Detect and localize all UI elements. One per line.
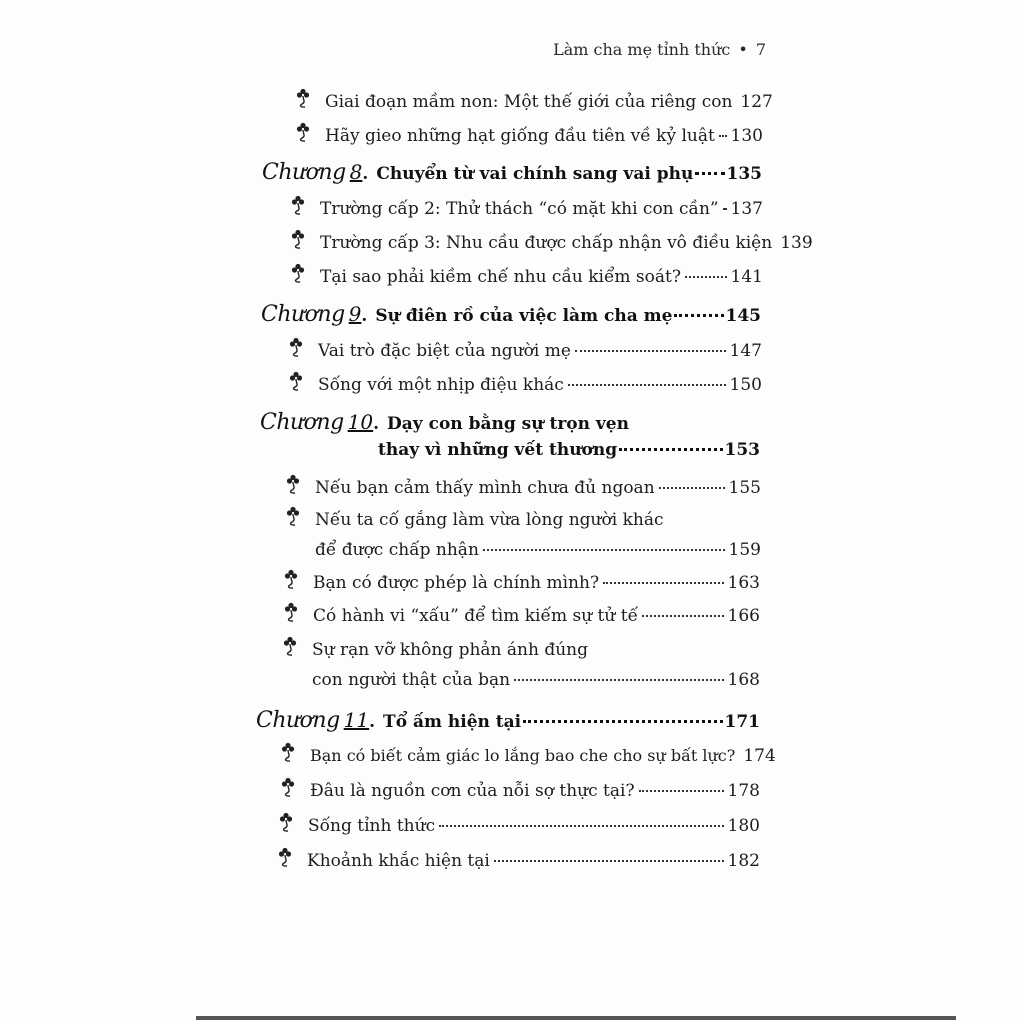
toc-entry[interactable] bbox=[310, 781, 760, 801]
dot-leader bbox=[439, 825, 723, 827]
toc-entry[interactable] bbox=[320, 267, 763, 287]
chapter-word: Chương bbox=[260, 410, 344, 435]
clover-bullet-icon bbox=[279, 812, 293, 832]
clover-bullet-icon bbox=[291, 263, 305, 283]
toc-entry[interactable] bbox=[308, 816, 760, 836]
clover-bullet-icon bbox=[284, 569, 298, 589]
running-header bbox=[553, 40, 766, 59]
clover-bullet-icon bbox=[281, 777, 295, 797]
toc-entry-title: Sống tỉnh thức bbox=[308, 816, 436, 836]
toc-entry-page: 137 bbox=[730, 199, 763, 219]
clover-bullet-icon bbox=[296, 122, 310, 142]
toc-entry-title: Trường cấp 2: Thử thách “có mặt khi con cần” bbox=[320, 199, 719, 219]
chapter-10-heading[interactable]: Chương 10 . Dạy con bằng sự trọn vẹn bbox=[260, 410, 629, 435]
clover-bullet-icon bbox=[289, 371, 303, 391]
toc-entry[interactable] bbox=[315, 478, 761, 498]
toc-entry-title-line2: con người thật của bạn bbox=[312, 670, 511, 690]
dot-leader bbox=[719, 135, 727, 137]
toc-entry-title: Bạn có được phép là chính mình? bbox=[313, 573, 600, 593]
toc-entry-page: 150 bbox=[729, 375, 762, 395]
toc-entry-title-line1[interactable]: Nếu ta cố gắng làm vừa lòng người khác bbox=[315, 510, 664, 530]
toc-entry[interactable] bbox=[320, 233, 813, 253]
clover-bullet-icon bbox=[296, 88, 310, 108]
toc-entry-title: Khoảnh khắc hiện tại bbox=[307, 851, 490, 871]
toc-entry-page: 182 bbox=[727, 851, 760, 871]
toc-entry-page: 141 bbox=[730, 267, 763, 287]
header-separator: • bbox=[738, 40, 748, 59]
clover-bullet-icon bbox=[291, 229, 305, 249]
clover-bullet-icon bbox=[278, 847, 292, 867]
page-number: 7 bbox=[755, 40, 766, 59]
dot-leader bbox=[514, 679, 723, 681]
toc-entry[interactable] bbox=[318, 375, 762, 395]
clover-bullet-icon bbox=[289, 337, 303, 357]
chapter-page: 153 bbox=[724, 440, 760, 460]
toc-entry-title-line2: để được chấp nhận bbox=[315, 540, 479, 560]
toc-entry-title: Bạn có biết cảm giác lo lắng bao che cho sự bất lực? bbox=[310, 746, 736, 765]
chapter-9-heading[interactable]: Chương 9 . Sự điên rồ của việc làm cha mẹ 145 bbox=[261, 302, 761, 327]
toc-entry-title: Sống với một nhịp điệu khác bbox=[318, 375, 564, 395]
clover-bullet-icon bbox=[291, 195, 305, 215]
toc-entry[interactable] bbox=[325, 92, 773, 112]
clover-bullet-icon bbox=[286, 506, 300, 526]
chapter-page: 171 bbox=[724, 712, 760, 732]
toc-entry[interactable] bbox=[313, 606, 760, 626]
chapter-number: 9 bbox=[348, 302, 362, 326]
dot-leader bbox=[523, 720, 722, 723]
toc-entry-page: 155 bbox=[728, 478, 761, 498]
dot-leader bbox=[674, 314, 723, 317]
dot-leader bbox=[619, 448, 722, 451]
chapter-title: Tổ ấm hiện tại bbox=[383, 712, 522, 732]
toc-entry-page: 147 bbox=[729, 341, 762, 361]
toc-entry-page: 174 bbox=[743, 746, 776, 766]
dot-leader bbox=[483, 549, 725, 551]
clover-bullet-icon bbox=[283, 636, 297, 656]
toc-entry-page: 178 bbox=[727, 781, 760, 801]
toc-entry[interactable] bbox=[320, 199, 763, 219]
chapter-title-line1: Dạy con bằng sự trọn vẹn bbox=[387, 414, 629, 434]
chapter-10-heading-cont[interactable] bbox=[378, 440, 760, 460]
toc-entry[interactable] bbox=[312, 670, 760, 690]
chapter-title-line2: thay vì những vết thương bbox=[378, 440, 618, 460]
dot-leader bbox=[723, 208, 727, 210]
chapter-number: 11 bbox=[343, 708, 370, 732]
toc-entry-title-line1[interactable]: Sự rạn vỡ không phản ánh đúng bbox=[312, 640, 588, 660]
dot-leader bbox=[575, 350, 726, 352]
toc-entry-title: Trường cấp 3: Nhu cầu được chấp nhận vô điều kiện bbox=[320, 233, 773, 253]
dot-leader bbox=[695, 172, 724, 175]
toc-entry[interactable] bbox=[315, 540, 761, 560]
toc-entry-page: 127 bbox=[740, 92, 773, 112]
chapter-number: 8 bbox=[349, 160, 363, 184]
toc-entry-page: 139 bbox=[780, 233, 813, 253]
toc-entry-page: 168 bbox=[727, 670, 760, 690]
dot-leader bbox=[639, 790, 724, 792]
dot-leader bbox=[659, 487, 725, 489]
toc-entry-title: Nếu bạn cảm thấy mình chưa đủ ngoan bbox=[315, 478, 655, 498]
toc-entry-title: Đâu là nguồn cơn của nỗi sợ thực tại? bbox=[310, 781, 635, 801]
toc-entry-title: Tại sao phải kiềm chế nhu cầu kiểm soát? bbox=[320, 267, 681, 287]
chapter-11-heading[interactable]: Chương 11 . Tổ ấm hiện tại 171 bbox=[256, 708, 760, 733]
toc-entry[interactable] bbox=[307, 851, 760, 871]
chapter-8-heading[interactable]: Chương 8 . Chuyển từ vai chính sang vai phụ 135 bbox=[262, 160, 762, 185]
toc-entry-page: 166 bbox=[727, 606, 760, 626]
dot-leader bbox=[568, 384, 726, 386]
toc-entry-page: 159 bbox=[728, 540, 761, 560]
chapter-title: Sự điên rồ của việc làm cha mẹ bbox=[375, 306, 673, 326]
chapter-word: Chương bbox=[261, 302, 345, 327]
dot-leader bbox=[642, 615, 724, 617]
clover-bullet-icon bbox=[284, 602, 298, 622]
dot-leader bbox=[603, 582, 723, 584]
chapter-page: 135 bbox=[726, 164, 762, 184]
book-title: Làm cha mẹ tỉnh thức bbox=[553, 40, 731, 59]
toc-entry[interactable] bbox=[310, 746, 776, 766]
chapter-word: Chương bbox=[262, 160, 346, 185]
toc-entry[interactable] bbox=[325, 126, 763, 146]
toc-entry-page: 180 bbox=[727, 816, 760, 836]
chapter-word: Chương bbox=[256, 708, 340, 733]
toc-entry[interactable] bbox=[318, 341, 762, 361]
clover-bullet-icon bbox=[286, 474, 300, 494]
toc-entry-page: 130 bbox=[730, 126, 763, 146]
chapter-number: 10 bbox=[347, 410, 374, 434]
chapter-title: Chuyển từ vai chính sang vai phụ bbox=[376, 164, 694, 184]
toc-entry[interactable] bbox=[313, 573, 760, 593]
toc-entry-title: Vai trò đặc biệt của người mẹ bbox=[318, 341, 571, 361]
clover-bullet-icon bbox=[281, 742, 295, 762]
toc-entry-title: Hãy gieo những hạt giống đầu tiên về kỷ luật bbox=[325, 126, 715, 146]
toc-entry-page: 163 bbox=[727, 573, 760, 593]
toc-entry-title: Có hành vi “xấu” để tìm kiếm sự tử tế bbox=[313, 606, 639, 626]
dot-leader bbox=[494, 860, 724, 862]
page-bottom-edge bbox=[196, 1016, 956, 1020]
toc-entry-title: Giai đoạn mầm non: Một thế giới của riêng con bbox=[325, 92, 733, 112]
dot-leader bbox=[685, 276, 727, 278]
chapter-page: 145 bbox=[725, 306, 761, 326]
